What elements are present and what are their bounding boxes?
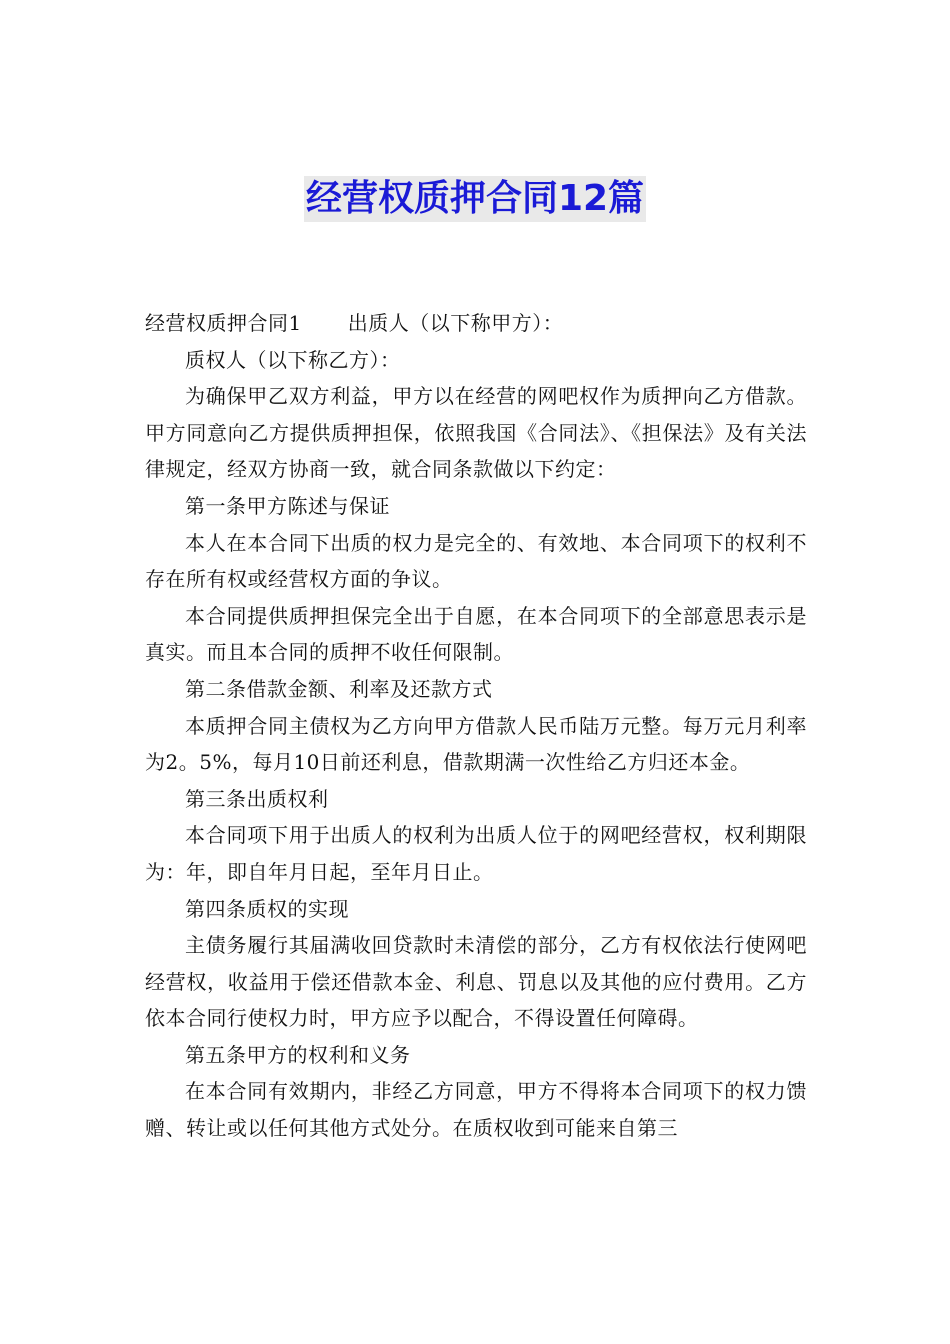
article-2-para-1: 本质押合同主债权为乙方向甲方借款人民币陆万元整。每万元月利率为2。5%，每月10日前还利息，借款期满一次性给乙方归还本金。 xyxy=(145,713,807,775)
pledgor-label: 出质人（以下称甲方）： xyxy=(347,311,564,335)
article-3-para-1: 本合同项下用于出质人的权利为出质人位于的网吧经营权，权利期限为：年，即自年月日起，至年月日止。 xyxy=(145,823,807,884)
article-5-para-1: 在本合同有效期内，非经乙方同意，甲方不得将本合同项下的权力馈赠、转让或以任何其他方式处分。在质权收到可能来自第三 xyxy=(145,1079,807,1141)
paragraph-purpose: 为确保甲乙双方利益，甲方以在经营的网吧权作为质押向乙方借款。甲方同意向乙方提供质押担保，依照我国《合同法》、《担保法》及有关法律规定，经双方协商一致，就合同条款做以下约定： xyxy=(145,384,807,482)
document-body xyxy=(145,305,807,1147)
article-1-para-1: 本人在本合同下出质的权力是完全的、有效地、本合同项下的权利不存在所有权或经营权方面的争议。 xyxy=(145,530,807,592)
article-5-heading: 第五条甲方的权利和义务 xyxy=(185,1042,411,1067)
article-4-heading: 第四条质权的实现 xyxy=(185,896,349,921)
article-1-heading: 第一条甲方陈述与保证 xyxy=(185,493,390,518)
paragraph-pledgee: 质权人（以下称乙方）： xyxy=(185,347,401,372)
article-2-heading: 第二条借款金额、利率及还款方式 xyxy=(185,676,493,701)
article-1-para-2: 本合同提供质押担保完全出于自愿，在本合同项下的全部意思表示是真实。而且本合同的质押不收任何限制。 xyxy=(145,603,807,665)
intro-line xyxy=(145,305,807,342)
article-4-para-1: 主债务履行其届满收回贷款时未清偿的部分，乙方有权依法行使网吧经营权，收益用于偿还借款本金、利息、罚息以及其他的应付费用。乙方依本合同行使权力时，甲方应予以配合，不得设置任何障碍。 xyxy=(145,933,807,1031)
article-3-heading: 第三条出质权利 xyxy=(185,786,329,811)
document-title: 经营权质押合同12篇 xyxy=(304,176,646,222)
contract-heading: 经营权质押合同1 xyxy=(145,311,302,335)
title-container xyxy=(0,176,950,222)
